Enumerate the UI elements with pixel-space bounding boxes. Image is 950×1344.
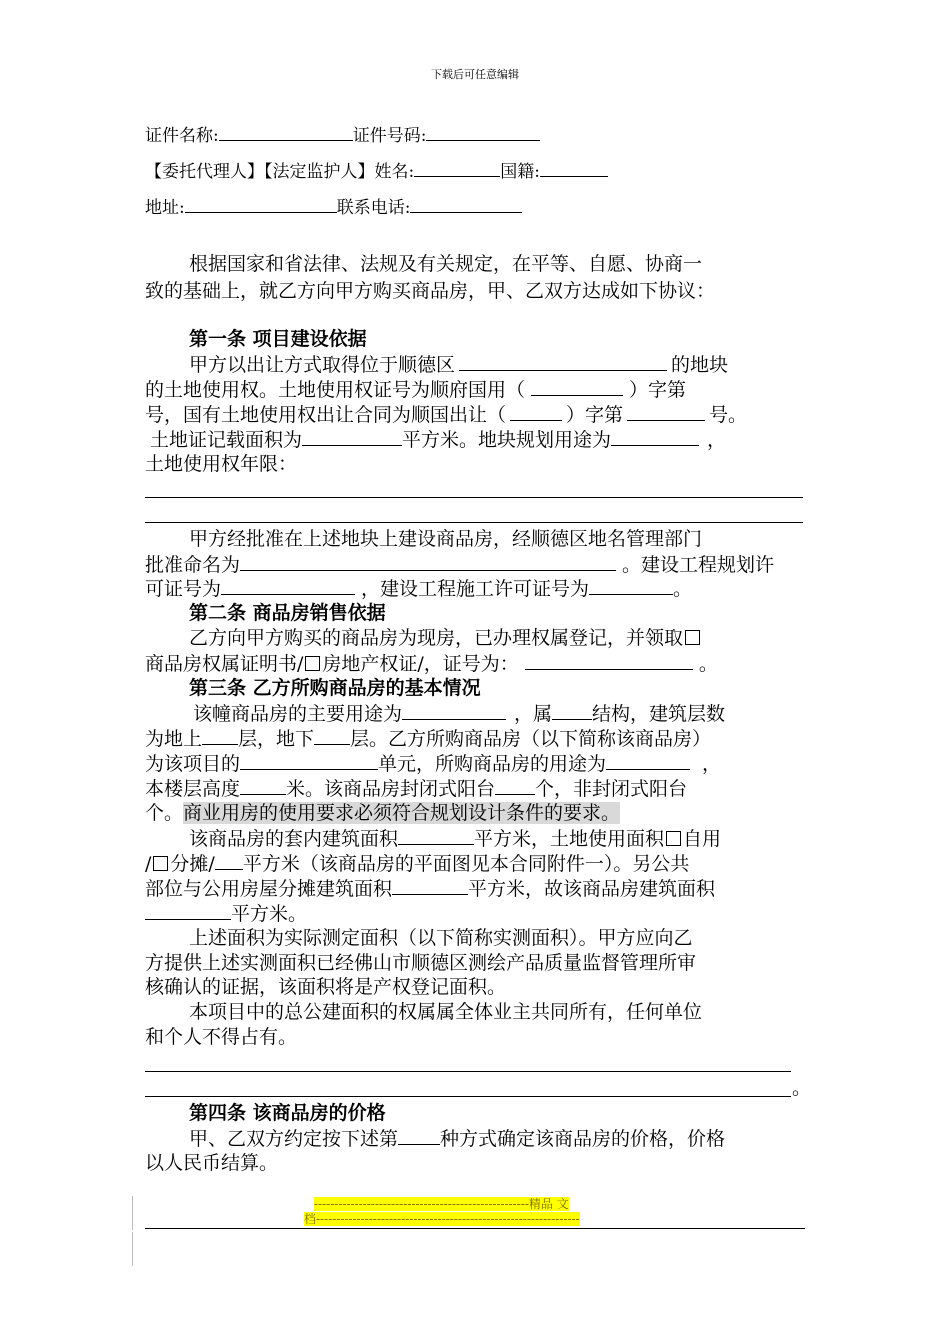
a1-para2-line-3: 可证号为 ，建设工程施工许可证号为 。: [145, 578, 693, 600]
checkbox-icon[interactable]: [305, 656, 320, 671]
a3-para3-line-3: 核确认的证据，该面积将是产权登记面积。: [145, 976, 507, 998]
intro-line-1: 根据国家和省法律、法规及有关规定，在平等、自愿、协商一: [189, 253, 703, 275]
shared-area-blank: [392, 876, 468, 895]
field-row-agent: [145, 158, 608, 184]
footer-rule: [145, 1228, 805, 1229]
field-row-address: [145, 194, 522, 220]
total-area-blank: [145, 901, 231, 920]
project-name-blank: [240, 552, 616, 571]
a3-line-1: 该幢商品房的主要用途为 ，属 结构，建筑层数: [193, 703, 726, 725]
floor-height-blank: [240, 776, 286, 795]
inner-area-blank: [398, 826, 474, 845]
floors-above-blank: [202, 726, 238, 745]
property-cert-no-blank: [525, 651, 693, 670]
land-area-blank: [302, 427, 402, 446]
land-area-share-blank: [215, 851, 243, 870]
a1-line-3: 号，国有土地使用权出让合同为顺国出让（ ）字第 号。: [145, 404, 748, 426]
contract-year-blank: [510, 402, 562, 421]
field-row-certificate: [145, 122, 540, 148]
a1-line-4: 土地证记载面积为 平方米。地块规划用途为 ，: [150, 429, 727, 451]
footer-line-1: -----------------------------------------------------精品 文: [314, 1197, 569, 1211]
article-1-title: 第一条 项目建设依据: [189, 328, 367, 350]
floors-below-blank: [314, 726, 350, 745]
a2-line-1: 乙方向甲方购买的商品房为现房，已办理权属登记，并领取: [189, 626, 702, 650]
location-blank: [459, 352, 667, 371]
a4-line-1: 甲、乙双方约定按下述第 种方式确定该商品房的价格，价格: [189, 1128, 726, 1150]
supplement-end-mark: 。: [792, 1077, 812, 1099]
cert-no-label: 证件号码:: [352, 126, 427, 146]
a1-line-2: 的土地使用权。土地使用权证号为顺府国用（ ）字第: [145, 379, 687, 401]
structure-blank: [552, 701, 592, 720]
a3-para3-line-1: 上述面积为实际测定面积（以下简称实测面积）。甲方应向乙: [189, 927, 693, 949]
a1-line-1: 甲方以出让方式取得位于顺德区 的地块: [189, 354, 729, 376]
price-method-blank: [398, 1126, 440, 1145]
a3-para3-line-2: 方提供上述实测面积已经佛山市顺德区测绘产品质量监督管理所审: [145, 952, 697, 974]
margin-marker-top: [132, 1196, 133, 1230]
article-3-title: 第三条 乙方所购商品房的基本情况: [189, 677, 481, 699]
a3-para2-line-4: 平方米。: [145, 901, 307, 926]
closed-balcony-blank: [495, 776, 535, 795]
land-cert-blank: [531, 377, 623, 396]
checkbox-icon[interactable]: [153, 856, 168, 871]
checkbox-icon[interactable]: [666, 831, 681, 846]
margin-marker-bottom: [132, 1232, 133, 1266]
a3-para2-line-3: 部位与公用房屋分摊建筑面积 平方米，故该商品房建筑面积: [145, 878, 716, 900]
a3-para4-line-2: 和个人不得占有。: [145, 1026, 298, 1048]
main-use-blank: [402, 701, 506, 720]
a1-line-5: 土地使用权年限：: [145, 453, 298, 475]
supplement-rule-2: [145, 1096, 791, 1097]
commercial-use-note: 商业用房的使用要求必须符合规划设计条件的要求。: [183, 802, 621, 824]
a1-para2-line-2: 批准命名为 。建设工程规划许: [145, 554, 775, 576]
a3-line-2: 为地上 层，地下 层。乙方所购商品房（以下简称该商品房）: [145, 728, 712, 750]
a3-line-3: 为该项目的 单元，所购商品房的用途为 ，: [145, 753, 722, 775]
nationality-label: 国籍:: [500, 162, 540, 182]
unit-use-blank: [606, 751, 690, 770]
land-term-rule-1: [145, 497, 803, 498]
a2-line-2: 商品房权属证明书/ 房地产权证/，证号为： 。: [145, 653, 718, 675]
a1-para2-line-1: 甲方经批准在上述地块上建设商品房，经顺德区地名管理部门: [189, 528, 703, 550]
a3-line-5: 个。商业用房的使用要求必须符合规划设计条件的要求。: [145, 802, 621, 824]
phone-label: 联系电话:: [336, 198, 411, 218]
article-4-title: 第四条 该商品房的价格: [189, 1102, 386, 1124]
planning-permit-blank: [221, 576, 355, 595]
a3-para2-line-2: / 分摊/ 平方米（该商品房的平面图见本合同附件一）。另公共: [145, 853, 690, 875]
a4-line-2: 以人民币结算。: [145, 1152, 279, 1174]
cert-no-blank: [426, 122, 540, 141]
land-term-rule-2: [145, 522, 803, 523]
article-2-title: 第二条 商品房销售依据: [189, 602, 386, 624]
address-label: 地址:: [145, 198, 185, 218]
nationality-blank: [540, 158, 608, 177]
land-use-blank: [611, 427, 699, 446]
address-blank: [185, 194, 337, 213]
cert-name-label: 证件名称:: [145, 126, 219, 146]
a3-para2-line-1: 该商品房的套内建筑面积 平方米，土地使用面积 自用: [189, 828, 722, 850]
footer-line-2: 档-----------------------------------------------------------------: [304, 1212, 580, 1226]
page-header: 下载后可任意编辑: [431, 68, 519, 81]
phone-blank: [410, 194, 522, 213]
cert-name-blank: [219, 122, 353, 141]
agent-name-label: 【委托代理人】【法定监护人】姓名:: [145, 162, 415, 182]
agent-name-blank: [414, 158, 500, 177]
a3-line-4: 本楼层高度 米。该商品房封闭式阳台 个，非封闭式阳台: [145, 778, 688, 800]
checkbox-icon[interactable]: [685, 630, 700, 645]
intro-line-2: 致的基础上，就乙方向甲方购买商品房，甲、乙双方达成如下协议：: [145, 280, 716, 302]
construction-permit-blank: [589, 576, 673, 595]
unit-blank: [240, 751, 378, 770]
supplement-rule-1: [145, 1071, 791, 1072]
contract-no-blank: [627, 402, 705, 421]
a3-para4-line-1: 本项目中的总公建面积的权属属全体业主共同所有，任何单位: [189, 1001, 703, 1023]
